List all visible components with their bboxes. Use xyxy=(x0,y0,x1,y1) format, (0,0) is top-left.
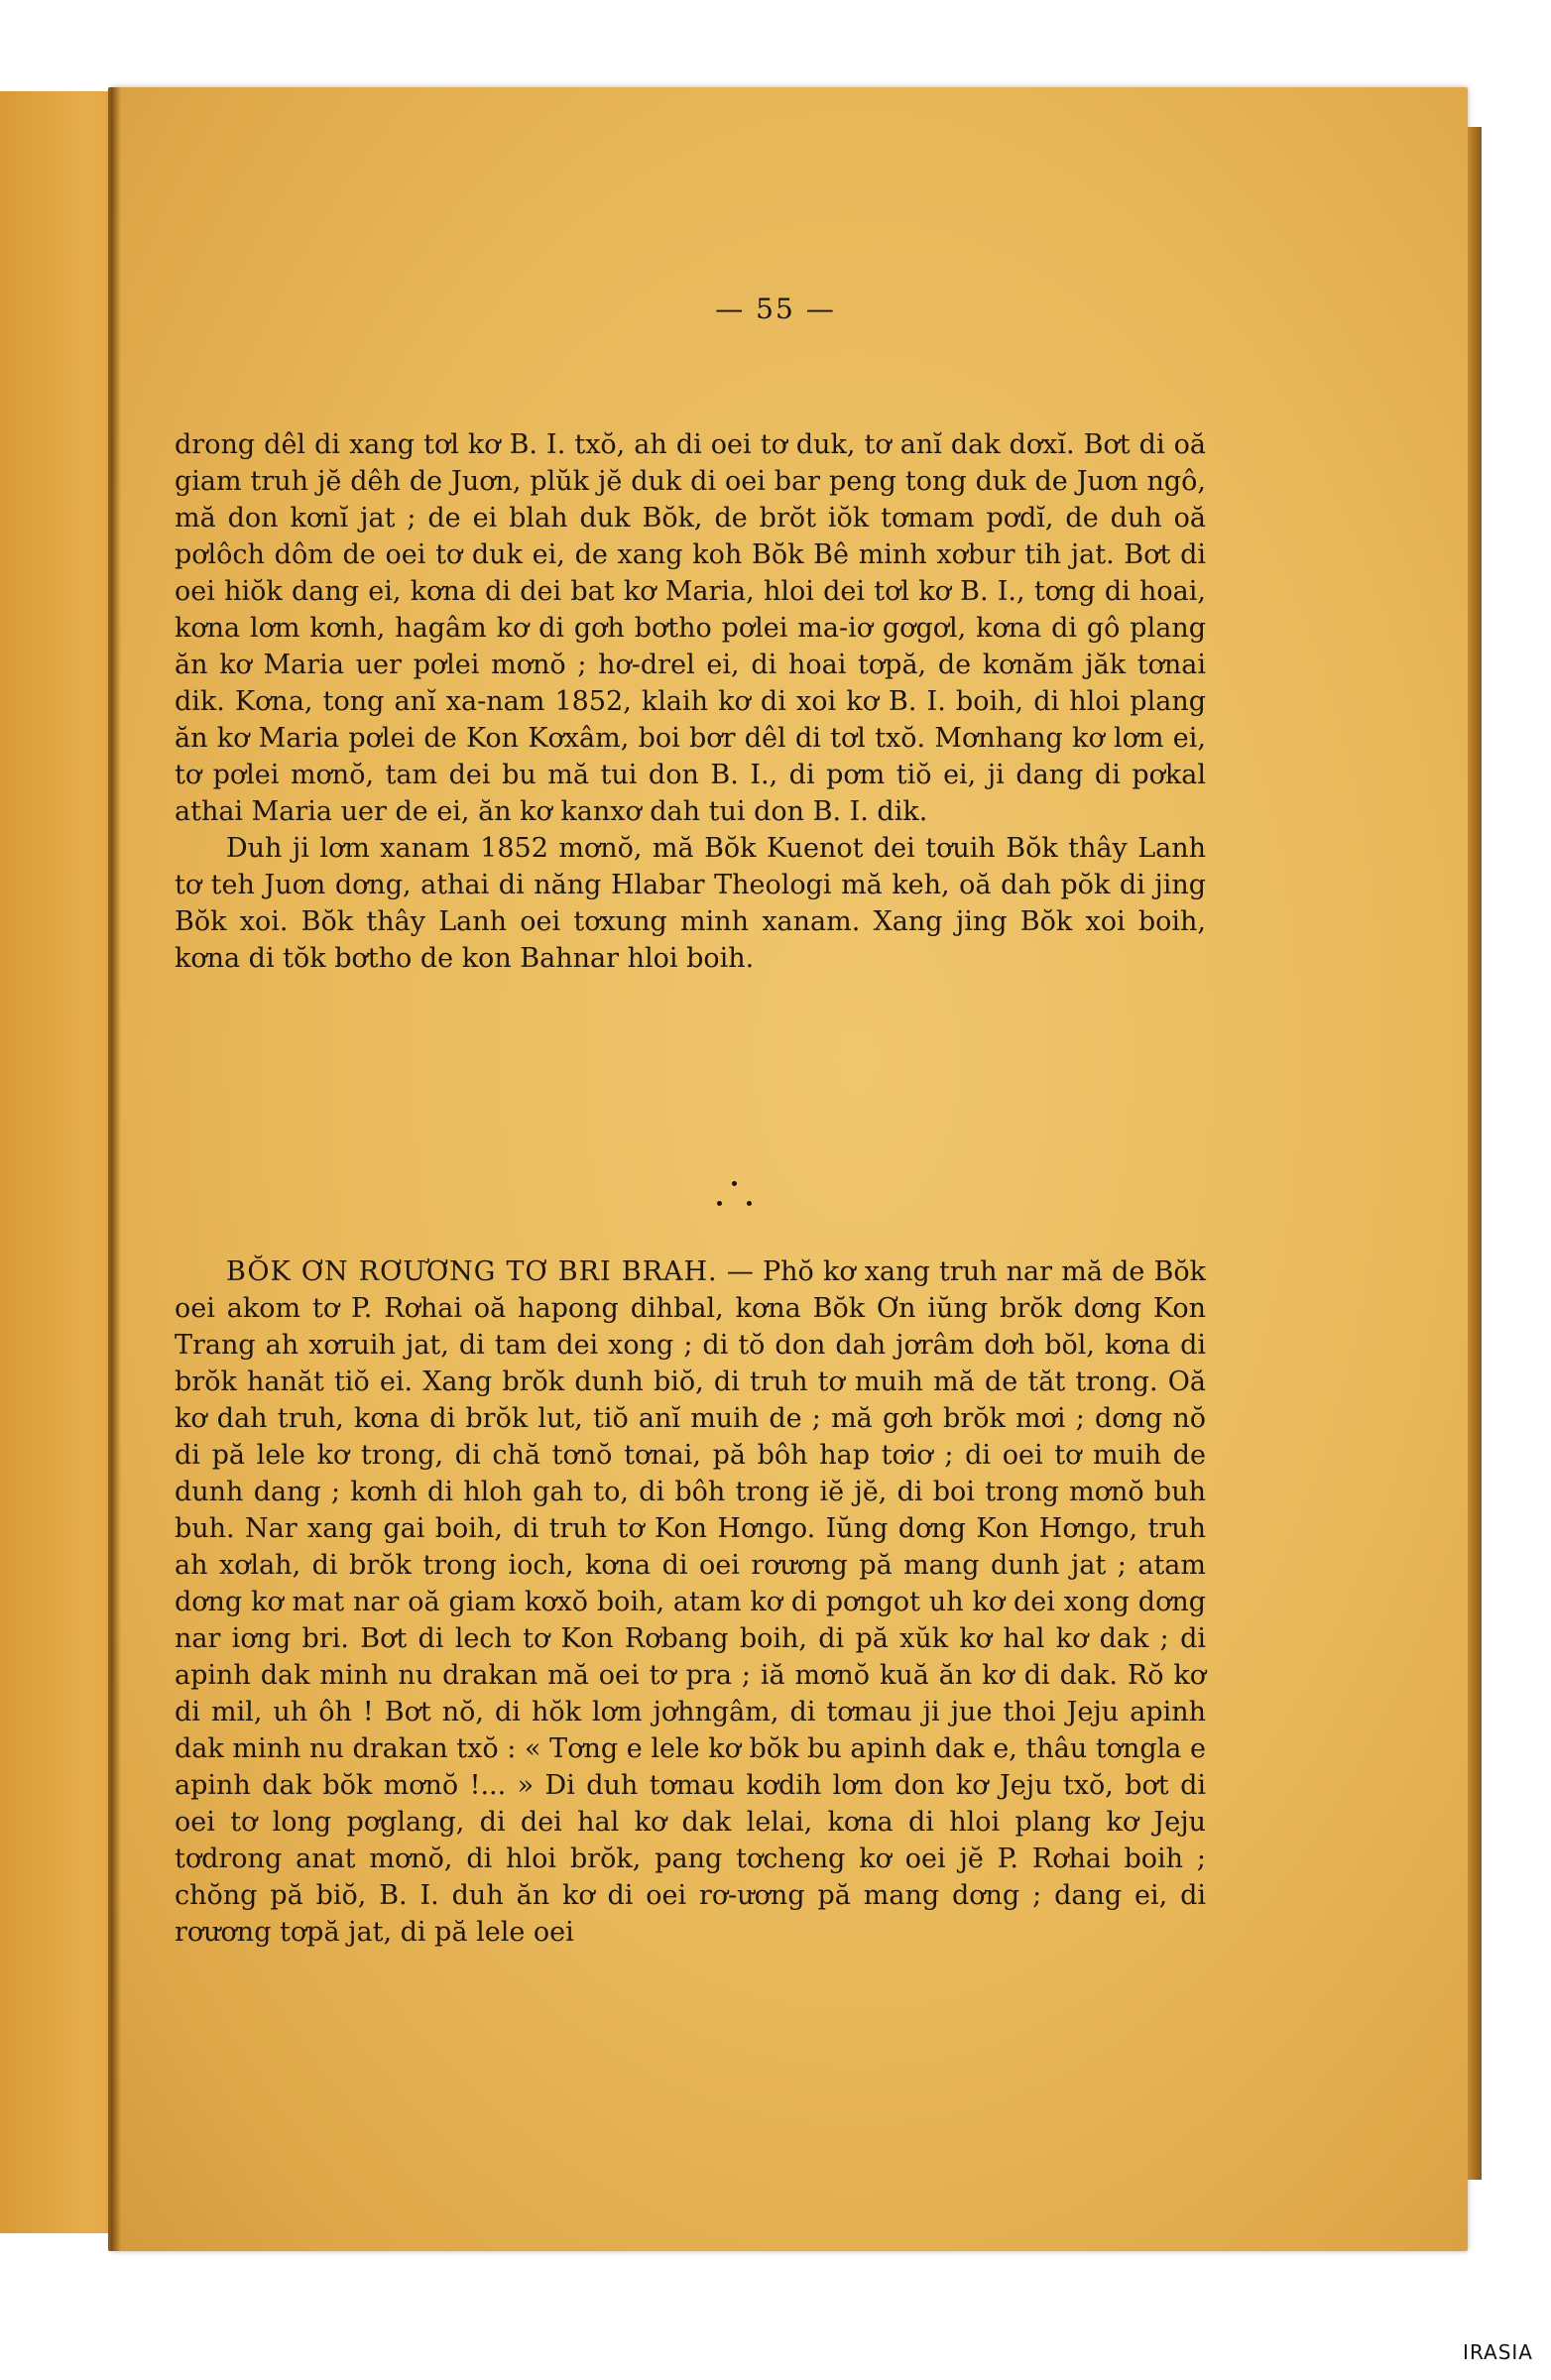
section-title: BŎK ƠN RƠƯƠNG TƠ BRI BRAH. xyxy=(226,1256,718,1287)
paragraph-1: drong dêl di xang tơl kơ B. I. txŏ, ah di oei tơ duk, tơ anĭ dak dơxĭ. Bơt di oă giam truh jĕ dêh de Juơn, plŭk jĕ duk di oei bar peng tong duk de Juơn ngô, mă don kơnĭ jat ; de ei blah duk Bŏk, de brŏt iŏk tơmam pơdĭ, de duh oă pơlôch dôm de oei tơ duk ei, de xang koh Bŏk Bê minh xơbur tih jat. Bơt di oei hiŏk dang ei, kơna di dei bat kơ Maria, hloi dei tơl kơ B. I., tơng di hoai, kơna lơm kơnh, hagâm kơ di gơh bơtho pơlei ma-iơ gơgơl, kơna di gô plang ăn kơ Maria uer pơlei mơnŏ ; hơ-drel ei, di hoai tơpă, de kơnăm jăk tơnai dik. Kơna, tong anĭ xa-nam 1852, klaih kơ di xoi kơ B. I. boih, di hloi plang ăn kơ Maria pơlei de Kon Kơxâm, boi bơr dêl di tơl txŏ. Mơnhang kơ lơm ei, tơ pơlei mơnŏ, tam dei bu mă tui don B. I., di pơm tiŏ ei, ji dang di pơkal athai Maria uer de ei, ăn kơ kanxơ dah tui don B. I. dik. xyxy=(175,429,1206,827)
text-block-section xyxy=(175,1253,1206,1951)
page-edge xyxy=(1468,127,1482,2180)
section-paragraph xyxy=(175,1253,1206,1951)
paragraph-2: Duh ji lơm xanam 1852 mơnŏ, mă Bŏk Kuenot dei tơuih Bŏk thây Lanh tơ teh Juơn dơng, athai di năng Hlabar Theologi mă keh, oă dah pŏk di jing Bŏk xoi. Bŏk thây Lanh oei tơxung minh xanam. Xang jing Bŏk xoi boih, kơna di tŏk bơtho de kon Bahnar hloi boih. xyxy=(175,833,1206,974)
asterism-dot-right xyxy=(747,1201,752,1206)
text-block-main xyxy=(175,426,1206,977)
section-body: — Phŏ kơ xang truh nar mă de Bŏk oei akom tơ P. Rơhai oă hapong dihbal, kơna Bŏk Ơn iŭng brŏk dơng Kon Trang ah xơruih jat, di tam dei xong ; di tŏ don dah jơrâm dơh bŏl, kơna di brŏk hanăt tiŏ ei. Xang brŏk dunh biŏ, di truh tơ muih mă de tăt trong. Oă kơ dah truh, kơna di brŏk lut, tiŏ anĭ muih de ; mă gơh brŏk mơi ; dơng nŏ di pă lele kơ trong, di chă tơnŏ tơnai, pă bôh hap tơiơ ; di oei tơ muih de dunh dang ; kơnh di hloh gah to, di bôh trong iĕ jĕ, di boi trong mơnŏ buh buh. Nar xang gai boih, di truh tơ Kon Hơngo. Iŭng dơng Kon Hơngo, truh ah xơlah, di brŏk trong ioch, kơna di oei rơương pă mang dunh jat ; atam dơng kơ mat nar oă giam kơxŏ boih, atam kơ di pơngot uh kơ dei xong dơng nar iơng bri. Bơt di lech tơ Kon Rơbang boih, di pă xŭk kơ hal kơ dak ; di apinh dak minh nu drakan mă oei tơ pra ; iă mơnŏ kuă ăn kơ di dak. Rŏ kơ di mil, uh ôh ! Bơt nŏ, di hŏk lơm jơhngâm, di tơmau ji jue thoi Jeju apinh dak minh nu drakan txŏ : « Tơng e lele kơ bŏk bu apinh dak e, thâu tơngla e apinh dak bŏk mơnŏ !... » Di duh tơmau kơdih lơm don kơ Jeju txŏ, bơt di oei tơ long pơglang, di dei hal kơ dak lelai, kơna di hloi plang kơ Jeju tơdrong anat mơnŏ, di hloi brŏk, pang tơcheng kơ oei jĕ P. Rơhai boih ; chŏng pă biŏ, B. I. duh ăn kơ di oei rơ-ương pă mang dơng ; dang ei, di rơương tơpă jat, di pă lele oei xyxy=(175,1256,1206,1948)
asterism-divider xyxy=(0,1175,1551,1215)
watermark-label: IRASIA xyxy=(1463,2340,1533,2364)
asterism-dot-top xyxy=(732,1181,737,1186)
asterism-dot-left xyxy=(717,1201,722,1206)
page-fold-shadow xyxy=(111,87,121,2251)
page-number: — 55 — xyxy=(715,293,836,325)
